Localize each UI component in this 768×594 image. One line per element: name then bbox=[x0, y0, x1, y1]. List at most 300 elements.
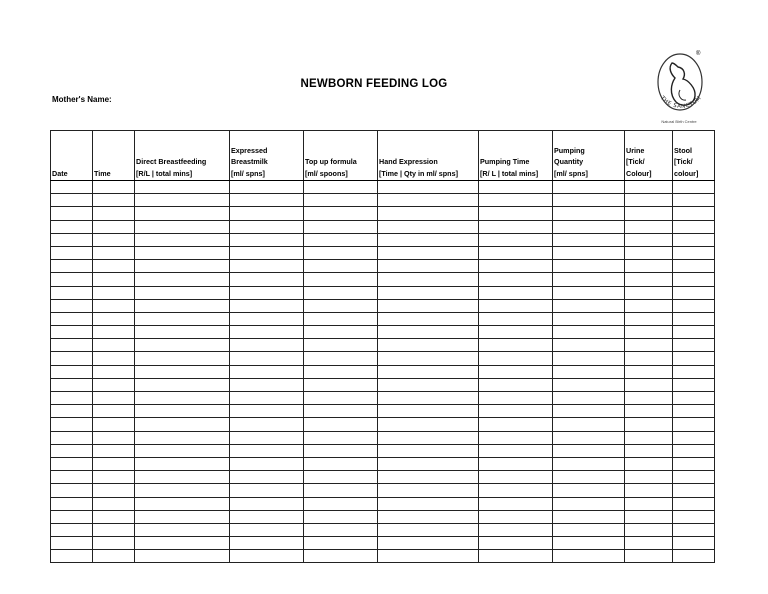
entry-cell[interactable] bbox=[135, 418, 230, 431]
entry-cell[interactable] bbox=[378, 550, 479, 563]
entry-cell[interactable] bbox=[93, 471, 135, 484]
entry-cell[interactable] bbox=[479, 523, 553, 536]
entry-cell[interactable] bbox=[304, 523, 378, 536]
entry-cell[interactable] bbox=[51, 194, 93, 207]
entry-cell[interactable] bbox=[230, 312, 304, 325]
entry-cell[interactable] bbox=[135, 523, 230, 536]
entry-cell[interactable] bbox=[304, 484, 378, 497]
entry-cell[interactable] bbox=[625, 246, 673, 259]
entry-cell[interactable] bbox=[553, 260, 625, 273]
entry-cell[interactable] bbox=[673, 484, 715, 497]
entry-cell[interactable] bbox=[93, 273, 135, 286]
entry-cell[interactable] bbox=[304, 246, 378, 259]
entry-cell[interactable] bbox=[135, 431, 230, 444]
entry-cell[interactable] bbox=[625, 405, 673, 418]
entry-cell[interactable] bbox=[135, 510, 230, 523]
entry-cell[interactable] bbox=[553, 365, 625, 378]
entry-cell[interactable] bbox=[625, 484, 673, 497]
entry-cell[interactable] bbox=[51, 378, 93, 391]
entry-cell[interactable] bbox=[553, 550, 625, 563]
entry-cell[interactable] bbox=[479, 431, 553, 444]
entry-cell[interactable] bbox=[553, 194, 625, 207]
entry-cell[interactable] bbox=[479, 246, 553, 259]
table-row bbox=[51, 431, 715, 444]
entry-cell[interactable] bbox=[304, 392, 378, 405]
entry-cell[interactable] bbox=[230, 537, 304, 550]
entry-cell[interactable] bbox=[93, 326, 135, 339]
entry-cell[interactable] bbox=[625, 312, 673, 325]
entry-cell[interactable] bbox=[51, 471, 93, 484]
entry-cell[interactable] bbox=[673, 510, 715, 523]
entry-cell[interactable] bbox=[625, 207, 673, 220]
entry-cell[interactable] bbox=[479, 405, 553, 418]
entry-cell[interactable] bbox=[51, 497, 93, 510]
entry-cell[interactable] bbox=[93, 537, 135, 550]
entry-cell[interactable] bbox=[553, 233, 625, 246]
entry-cell[interactable] bbox=[135, 273, 230, 286]
entry-cell[interactable] bbox=[625, 352, 673, 365]
entry-cell[interactable] bbox=[479, 352, 553, 365]
entry-cell[interactable] bbox=[378, 523, 479, 536]
entry-cell[interactable] bbox=[479, 299, 553, 312]
entry-cell[interactable] bbox=[93, 523, 135, 536]
entry-cell[interactable] bbox=[673, 220, 715, 233]
entry-cell[interactable] bbox=[673, 365, 715, 378]
entry-cell[interactable] bbox=[51, 286, 93, 299]
entry-cell[interactable] bbox=[230, 273, 304, 286]
entry-cell[interactable] bbox=[51, 352, 93, 365]
entry-cell[interactable] bbox=[625, 326, 673, 339]
entry-cell[interactable] bbox=[230, 444, 304, 457]
entry-cell[interactable] bbox=[378, 260, 479, 273]
entry-cell[interactable] bbox=[479, 444, 553, 457]
entry-cell[interactable] bbox=[673, 181, 715, 194]
entry-cell[interactable] bbox=[673, 523, 715, 536]
entry-cell[interactable] bbox=[135, 497, 230, 510]
entry-cell[interactable] bbox=[625, 418, 673, 431]
entry-cell[interactable] bbox=[673, 299, 715, 312]
entry-cell[interactable] bbox=[479, 233, 553, 246]
entry-cell[interactable] bbox=[304, 220, 378, 233]
entry-cell[interactable] bbox=[93, 457, 135, 470]
entry-cell[interactable] bbox=[304, 431, 378, 444]
entry-cell[interactable] bbox=[378, 365, 479, 378]
entry-cell[interactable] bbox=[378, 537, 479, 550]
entry-cell[interactable] bbox=[479, 181, 553, 194]
entry-cell[interactable] bbox=[479, 378, 553, 391]
entry-cell[interactable] bbox=[553, 312, 625, 325]
entry-cell[interactable] bbox=[378, 418, 479, 431]
entry-cell[interactable] bbox=[51, 326, 93, 339]
entry-cell[interactable] bbox=[673, 457, 715, 470]
entry-cell[interactable] bbox=[93, 286, 135, 299]
entry-cell[interactable] bbox=[378, 497, 479, 510]
entry-cell[interactable] bbox=[135, 444, 230, 457]
entry-cell[interactable] bbox=[304, 537, 378, 550]
entry-cell[interactable] bbox=[93, 365, 135, 378]
entry-cell[interactable] bbox=[378, 326, 479, 339]
entry-cell[interactable] bbox=[479, 510, 553, 523]
entry-cell[interactable] bbox=[230, 378, 304, 391]
entry-cell[interactable] bbox=[553, 246, 625, 259]
column-header-line2: Quantity bbox=[554, 157, 584, 167]
entry-cell[interactable] bbox=[51, 220, 93, 233]
entry-cell[interactable] bbox=[479, 339, 553, 352]
entry-cell[interactable] bbox=[93, 405, 135, 418]
entry-cell[interactable] bbox=[51, 299, 93, 312]
entry-cell[interactable] bbox=[625, 181, 673, 194]
entry-cell[interactable] bbox=[93, 392, 135, 405]
entry-cell[interactable] bbox=[378, 194, 479, 207]
entry-cell[interactable] bbox=[51, 510, 93, 523]
entry-cell[interactable] bbox=[673, 418, 715, 431]
entry-cell[interactable] bbox=[378, 273, 479, 286]
entry-cell[interactable] bbox=[230, 418, 304, 431]
entry-cell[interactable] bbox=[479, 497, 553, 510]
entry-cell[interactable] bbox=[673, 339, 715, 352]
entry-cell[interactable] bbox=[625, 444, 673, 457]
entry-cell[interactable] bbox=[230, 550, 304, 563]
entry-cell[interactable] bbox=[93, 207, 135, 220]
entry-cell[interactable] bbox=[135, 312, 230, 325]
entry-cell[interactable] bbox=[625, 299, 673, 312]
entry-cell[interactable] bbox=[625, 523, 673, 536]
entry-cell[interactable] bbox=[304, 510, 378, 523]
entry-cell[interactable] bbox=[378, 431, 479, 444]
entry-cell[interactable] bbox=[479, 471, 553, 484]
entry-cell[interactable] bbox=[304, 207, 378, 220]
entry-cell[interactable] bbox=[553, 431, 625, 444]
entry-cell[interactable] bbox=[230, 286, 304, 299]
entry-cell[interactable] bbox=[479, 220, 553, 233]
entry-cell[interactable] bbox=[230, 260, 304, 273]
entry-cell[interactable] bbox=[135, 260, 230, 273]
column-header-line3: Time bbox=[94, 169, 111, 179]
entry-cell[interactable] bbox=[230, 207, 304, 220]
entry-cell[interactable] bbox=[93, 299, 135, 312]
entry-cell[interactable] bbox=[625, 233, 673, 246]
entry-cell[interactable] bbox=[378, 207, 479, 220]
column-header-1 bbox=[93, 131, 135, 181]
entry-cell[interactable] bbox=[304, 233, 378, 246]
entry-cell[interactable] bbox=[230, 246, 304, 259]
entry-cell[interactable] bbox=[673, 431, 715, 444]
entry-cell[interactable] bbox=[378, 484, 479, 497]
entry-cell[interactable] bbox=[93, 181, 135, 194]
entry-cell[interactable] bbox=[479, 207, 553, 220]
entry-cell[interactable] bbox=[479, 286, 553, 299]
entry-cell[interactable] bbox=[304, 299, 378, 312]
entry-cell[interactable] bbox=[135, 207, 230, 220]
entry-cell[interactable] bbox=[553, 497, 625, 510]
entry-cell[interactable] bbox=[553, 537, 625, 550]
entry-cell[interactable] bbox=[479, 457, 553, 470]
entry-cell[interactable] bbox=[304, 444, 378, 457]
entry-cell[interactable] bbox=[230, 484, 304, 497]
entry-cell[interactable] bbox=[673, 326, 715, 339]
entry-cell[interactable] bbox=[93, 497, 135, 510]
entry-cell[interactable] bbox=[378, 378, 479, 391]
entry-cell[interactable] bbox=[135, 326, 230, 339]
entry-cell[interactable] bbox=[479, 312, 553, 325]
entry-cell[interactable] bbox=[625, 260, 673, 273]
entry-cell[interactable] bbox=[378, 405, 479, 418]
entry-cell[interactable] bbox=[135, 405, 230, 418]
entry-cell[interactable] bbox=[625, 497, 673, 510]
column-header-line2 bbox=[94, 156, 133, 168]
entry-cell[interactable] bbox=[553, 273, 625, 286]
entry-cell[interactable] bbox=[673, 246, 715, 259]
entry-cell[interactable] bbox=[230, 523, 304, 536]
table-row bbox=[51, 523, 715, 536]
entry-cell[interactable] bbox=[673, 392, 715, 405]
entry-cell[interactable] bbox=[230, 352, 304, 365]
entry-cell[interactable] bbox=[378, 444, 479, 457]
entry-cell[interactable] bbox=[304, 550, 378, 563]
entry-cell[interactable] bbox=[625, 510, 673, 523]
entry-cell[interactable] bbox=[304, 365, 378, 378]
entry-cell[interactable] bbox=[93, 260, 135, 273]
entry-cell[interactable] bbox=[553, 457, 625, 470]
entry-cell[interactable] bbox=[135, 299, 230, 312]
entry-cell[interactable] bbox=[51, 484, 93, 497]
entry-cell[interactable] bbox=[230, 339, 304, 352]
entry-cell[interactable] bbox=[378, 233, 479, 246]
entry-cell[interactable] bbox=[135, 365, 230, 378]
entry-cell[interactable] bbox=[553, 352, 625, 365]
entry-cell[interactable] bbox=[479, 326, 553, 339]
entry-cell[interactable] bbox=[230, 497, 304, 510]
entry-cell[interactable] bbox=[93, 246, 135, 259]
entry-cell[interactable] bbox=[135, 339, 230, 352]
entry-cell[interactable] bbox=[553, 207, 625, 220]
entry-cell[interactable] bbox=[135, 537, 230, 550]
entry-cell[interactable] bbox=[230, 471, 304, 484]
entry-cell[interactable] bbox=[304, 405, 378, 418]
entry-cell[interactable] bbox=[553, 510, 625, 523]
entry-cell[interactable] bbox=[304, 194, 378, 207]
entry-cell[interactable] bbox=[230, 233, 304, 246]
entry-cell[interactable] bbox=[479, 537, 553, 550]
entry-cell[interactable] bbox=[51, 233, 93, 246]
entry-cell[interactable] bbox=[93, 510, 135, 523]
entry-cell[interactable] bbox=[93, 431, 135, 444]
entry-cell[interactable] bbox=[93, 444, 135, 457]
entry-cell[interactable] bbox=[51, 550, 93, 563]
entry-cell[interactable] bbox=[51, 431, 93, 444]
entry-cell[interactable] bbox=[378, 181, 479, 194]
entry-cell[interactable] bbox=[135, 181, 230, 194]
entry-cell[interactable] bbox=[51, 312, 93, 325]
entry-cell[interactable] bbox=[553, 471, 625, 484]
entry-cell[interactable] bbox=[230, 510, 304, 523]
entry-cell[interactable] bbox=[304, 312, 378, 325]
entry-cell[interactable] bbox=[625, 550, 673, 563]
entry-cell[interactable] bbox=[625, 194, 673, 207]
entry-cell[interactable] bbox=[135, 246, 230, 259]
entry-cell[interactable] bbox=[673, 312, 715, 325]
entry-cell[interactable] bbox=[378, 286, 479, 299]
entry-cell[interactable] bbox=[135, 471, 230, 484]
entry-cell[interactable] bbox=[135, 194, 230, 207]
entry-cell[interactable] bbox=[304, 339, 378, 352]
entry-cell[interactable] bbox=[378, 352, 479, 365]
entry-cell[interactable] bbox=[230, 431, 304, 444]
entry-cell[interactable] bbox=[304, 418, 378, 431]
table-row bbox=[51, 286, 715, 299]
entry-cell[interactable] bbox=[304, 181, 378, 194]
entry-cell[interactable] bbox=[673, 260, 715, 273]
entry-cell[interactable] bbox=[304, 352, 378, 365]
entry-cell[interactable] bbox=[553, 392, 625, 405]
entry-cell[interactable] bbox=[479, 484, 553, 497]
entry-cell[interactable] bbox=[378, 510, 479, 523]
entry-cell[interactable] bbox=[673, 194, 715, 207]
entry-cell[interactable] bbox=[479, 194, 553, 207]
entry-cell[interactable] bbox=[135, 392, 230, 405]
entry-cell[interactable] bbox=[51, 537, 93, 550]
logo-tagline: Natural Birth Centre bbox=[661, 119, 697, 124]
entry-cell[interactable] bbox=[51, 273, 93, 286]
entry-cell[interactable] bbox=[553, 405, 625, 418]
entry-cell[interactable] bbox=[93, 484, 135, 497]
entry-cell[interactable] bbox=[93, 312, 135, 325]
entry-cell[interactable] bbox=[625, 471, 673, 484]
entry-cell[interactable] bbox=[304, 326, 378, 339]
entry-cell[interactable] bbox=[51, 181, 93, 194]
entry-cell[interactable] bbox=[51, 260, 93, 273]
entry-cell[interactable] bbox=[230, 181, 304, 194]
entry-cell[interactable] bbox=[51, 418, 93, 431]
entry-cell[interactable] bbox=[625, 273, 673, 286]
entry-cell[interactable] bbox=[51, 405, 93, 418]
entry-cell[interactable] bbox=[673, 233, 715, 246]
entry-cell[interactable] bbox=[625, 457, 673, 470]
entry-cell[interactable] bbox=[553, 326, 625, 339]
entry-cell[interactable] bbox=[673, 286, 715, 299]
entry-cell[interactable] bbox=[553, 484, 625, 497]
entry-cell[interactable] bbox=[625, 431, 673, 444]
entry-cell[interactable] bbox=[378, 339, 479, 352]
entry-cell[interactable] bbox=[553, 286, 625, 299]
entry-cell[interactable] bbox=[51, 392, 93, 405]
entry-cell[interactable] bbox=[230, 299, 304, 312]
entry-cell[interactable] bbox=[553, 418, 625, 431]
entry-cell[interactable] bbox=[673, 550, 715, 563]
column-header-line3: [Time | Qty in ml/ spns] bbox=[379, 169, 458, 179]
entry-cell[interactable] bbox=[625, 286, 673, 299]
entry-cell[interactable] bbox=[135, 233, 230, 246]
column-header-6 bbox=[479, 131, 553, 181]
entry-cell[interactable] bbox=[93, 352, 135, 365]
entry-cell[interactable] bbox=[378, 312, 479, 325]
entry-cell[interactable] bbox=[230, 365, 304, 378]
entry-cell[interactable] bbox=[673, 207, 715, 220]
entry-cell[interactable] bbox=[93, 194, 135, 207]
entry-cell[interactable] bbox=[93, 418, 135, 431]
entry-cell[interactable] bbox=[625, 365, 673, 378]
entry-cell[interactable] bbox=[378, 220, 479, 233]
entry-cell[interactable] bbox=[625, 392, 673, 405]
entry-cell[interactable] bbox=[553, 444, 625, 457]
entry-cell[interactable] bbox=[625, 537, 673, 550]
entry-cell[interactable] bbox=[230, 220, 304, 233]
entry-cell[interactable] bbox=[673, 537, 715, 550]
entry-cell[interactable] bbox=[479, 392, 553, 405]
entry-cell[interactable] bbox=[93, 378, 135, 391]
entry-cell[interactable] bbox=[673, 405, 715, 418]
entry-cell[interactable] bbox=[135, 378, 230, 391]
entry-cell[interactable] bbox=[304, 378, 378, 391]
entry-cell[interactable] bbox=[51, 246, 93, 259]
entry-cell[interactable] bbox=[479, 365, 553, 378]
entry-cell[interactable] bbox=[135, 352, 230, 365]
entry-cell[interactable] bbox=[93, 339, 135, 352]
entry-cell[interactable] bbox=[230, 392, 304, 405]
entry-cell[interactable] bbox=[93, 233, 135, 246]
entry-cell[interactable] bbox=[135, 286, 230, 299]
entry-cell[interactable] bbox=[135, 484, 230, 497]
entry-cell[interactable] bbox=[479, 418, 553, 431]
entry-cell[interactable] bbox=[230, 194, 304, 207]
entry-cell[interactable] bbox=[51, 457, 93, 470]
entry-cell[interactable] bbox=[553, 523, 625, 536]
entry-cell[interactable] bbox=[673, 471, 715, 484]
entry-cell[interactable] bbox=[378, 299, 479, 312]
entry-cell[interactable] bbox=[51, 207, 93, 220]
entry-cell[interactable] bbox=[479, 550, 553, 563]
entry-cell[interactable] bbox=[51, 339, 93, 352]
entry-cell[interactable] bbox=[304, 457, 378, 470]
entry-cell[interactable] bbox=[553, 378, 625, 391]
entry-cell[interactable] bbox=[625, 220, 673, 233]
entry-cell[interactable] bbox=[51, 365, 93, 378]
entry-cell[interactable] bbox=[673, 273, 715, 286]
entry-cell[interactable] bbox=[625, 339, 673, 352]
entry-cell[interactable] bbox=[378, 457, 479, 470]
entry-cell[interactable] bbox=[378, 392, 479, 405]
entry-cell[interactable] bbox=[673, 497, 715, 510]
entry-cell[interactable] bbox=[304, 497, 378, 510]
entry-cell[interactable] bbox=[51, 523, 93, 536]
entry-cell[interactable] bbox=[51, 444, 93, 457]
entry-cell[interactable] bbox=[93, 550, 135, 563]
entry-cell[interactable] bbox=[135, 220, 230, 233]
entry-cell[interactable] bbox=[230, 457, 304, 470]
entry-cell[interactable] bbox=[553, 339, 625, 352]
entry-cell[interactable] bbox=[625, 378, 673, 391]
entry-cell[interactable] bbox=[93, 220, 135, 233]
entry-cell[interactable] bbox=[304, 471, 378, 484]
entry-cell[interactable] bbox=[230, 405, 304, 418]
entry-cell[interactable] bbox=[135, 457, 230, 470]
entry-cell[interactable] bbox=[673, 444, 715, 457]
entry-cell[interactable] bbox=[673, 352, 715, 365]
entry-cell[interactable] bbox=[378, 471, 479, 484]
entry-cell[interactable] bbox=[553, 181, 625, 194]
entry-cell[interactable] bbox=[553, 299, 625, 312]
entry-cell[interactable] bbox=[230, 326, 304, 339]
entry-cell[interactable] bbox=[479, 260, 553, 273]
entry-cell[interactable] bbox=[479, 273, 553, 286]
entry-cell[interactable] bbox=[304, 260, 378, 273]
entry-cell[interactable] bbox=[378, 246, 479, 259]
entry-cell[interactable] bbox=[304, 273, 378, 286]
entry-cell[interactable] bbox=[304, 286, 378, 299]
entry-cell[interactable] bbox=[553, 220, 625, 233]
entry-cell[interactable] bbox=[673, 378, 715, 391]
entry-cell[interactable] bbox=[135, 550, 230, 563]
